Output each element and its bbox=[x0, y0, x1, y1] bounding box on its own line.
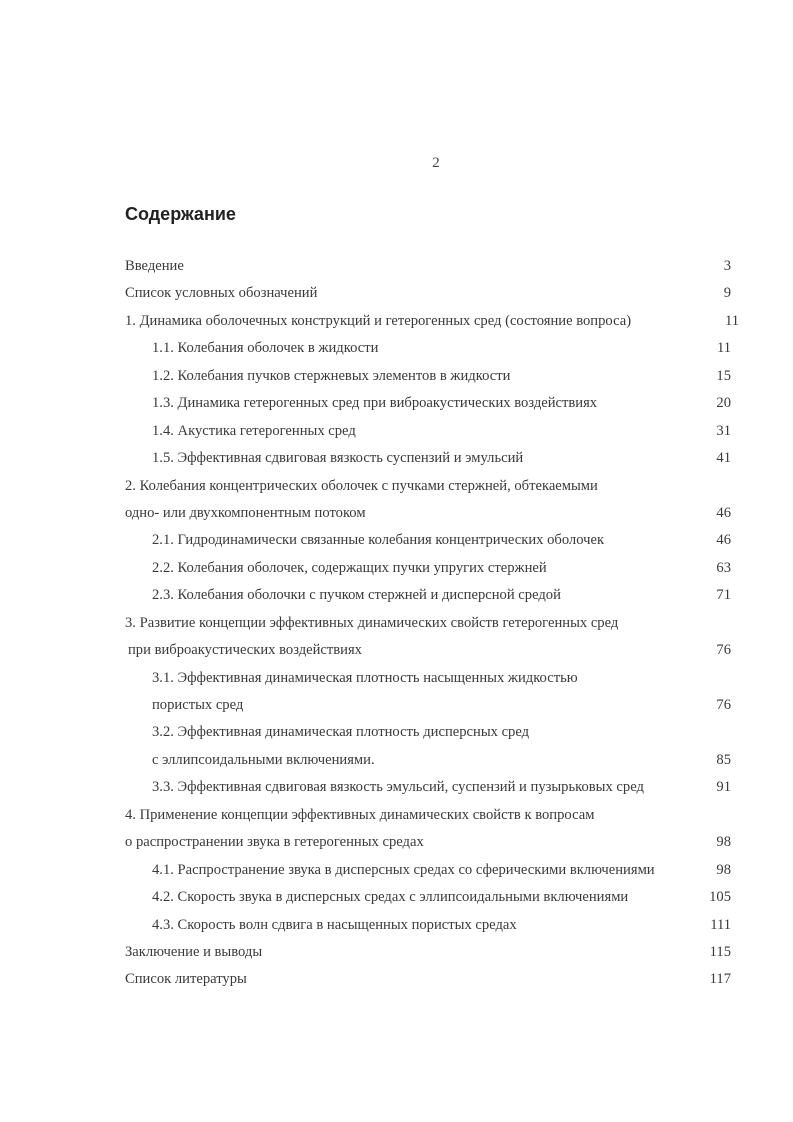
toc-entry bbox=[0, 420, 793, 447]
toc-entry-page: 117 bbox=[709, 971, 731, 988]
toc-entry-page: 105 bbox=[709, 889, 731, 906]
toc-entry-page: 91 bbox=[716, 779, 731, 796]
toc-entry-title: 3. Развитие концепции эффективных динамических свойств гетерогенных сред bbox=[125, 614, 619, 631]
toc-entry bbox=[0, 584, 793, 611]
toc-entry bbox=[0, 804, 793, 831]
page-number: 2 bbox=[432, 155, 440, 171]
toc-entry-page: 63 bbox=[716, 559, 731, 576]
toc-entry bbox=[0, 475, 793, 502]
toc-entry-page: 11 bbox=[724, 312, 739, 329]
toc-entry-page: 9 bbox=[723, 285, 731, 302]
toc-entry-title: 1.4. Акустика гетерогенных сред bbox=[152, 422, 356, 439]
toc-entry bbox=[0, 639, 793, 666]
toc-entry-page: 46 bbox=[716, 504, 731, 521]
toc-entry-title: 4. Применение концепции эффективных динамических свойств к вопросам bbox=[125, 806, 595, 823]
toc-entry-page: 98 bbox=[716, 861, 731, 878]
toc-entry-page: 111 bbox=[710, 916, 731, 933]
toc-entry-page: 115 bbox=[709, 943, 731, 960]
toc-entry-page: 41 bbox=[716, 450, 731, 467]
toc-entry bbox=[0, 255, 793, 282]
toc-entry-title: Список литературы bbox=[125, 971, 247, 988]
toc-entry bbox=[0, 914, 793, 941]
toc-entry-title: 1.2. Колебания пучков стержневых элементов в жидкости bbox=[152, 367, 511, 384]
toc-entry bbox=[0, 886, 793, 913]
toc-entry bbox=[0, 447, 793, 474]
toc-entry-title: при виброакустических воздействиях bbox=[128, 642, 362, 659]
toc-entry-page: 46 bbox=[716, 532, 731, 549]
toc-entry-page: 76 bbox=[716, 642, 731, 659]
toc-entry bbox=[0, 282, 793, 309]
toc-entry-title: о распространении звука в гетерогенных средах bbox=[125, 834, 424, 851]
toc-entry bbox=[0, 337, 793, 364]
toc-entry-page: 20 bbox=[716, 395, 731, 412]
page-title: Содержание bbox=[125, 204, 236, 224]
table-of-contents bbox=[0, 255, 793, 996]
toc-entry bbox=[0, 694, 793, 721]
toc-entry bbox=[0, 859, 793, 886]
toc-entry-title: 2.1. Гидродинамически связанные колебания концентрических оболочек bbox=[152, 532, 605, 549]
toc-entry-title: 2.2. Колебания оболочек, содержащих пучки упругих стержней bbox=[152, 559, 547, 576]
toc-entry-title: 4.3. Скорость волн сдвига в насыщенных пористых средах bbox=[152, 916, 517, 933]
toc-entry-title: 3.3. Эффективная сдвиговая вязкость эмульсий, суспензий и пузырьковых сред bbox=[152, 779, 644, 796]
toc-entry bbox=[0, 721, 793, 748]
toc-entry-page: 85 bbox=[716, 751, 731, 768]
toc-entry-title: пористых сред bbox=[152, 697, 244, 713]
toc-entry-title: 3.1. Эффективная динамическая плотность насыщенных жидкостью bbox=[152, 669, 578, 686]
toc-entry-page: 76 bbox=[716, 697, 731, 713]
toc-entry bbox=[0, 612, 793, 639]
toc-entry-title: 1.1. Колебания оболочек в жидкости bbox=[152, 340, 379, 357]
toc-entry-page: 3 bbox=[723, 258, 731, 274]
toc-entry bbox=[0, 502, 793, 529]
toc-entry-title: 4.1. Распространение звука в дисперсных средах со сферическими включениями bbox=[152, 861, 655, 878]
toc-entry-title: с эллипсоидальными включениями. bbox=[152, 751, 375, 768]
toc-entry-title: 1. Динамика оболочечных конструкций и гетерогенных сред (состояние вопроса) bbox=[125, 312, 632, 329]
toc-entry bbox=[0, 667, 793, 694]
toc-entry-title: Введение bbox=[125, 258, 184, 274]
toc-entry-title: 4.2. Скорость звука в дисперсных средах с эллипсоидальными включениями bbox=[152, 889, 629, 906]
toc-entry-title: 2.3. Колебания оболочки с пучком стержней и дисперсной средой bbox=[152, 587, 561, 604]
toc-entry bbox=[0, 831, 793, 858]
toc-entry-page: 11 bbox=[716, 340, 731, 357]
toc-entry bbox=[0, 776, 793, 803]
toc-entry-title: 2. Колебания концентрических оболочек с пучками стержней, обтекаемыми bbox=[125, 477, 598, 494]
toc-entry bbox=[0, 968, 793, 995]
toc-entry-title: 1.3. Динамика гетерогенных сред при виброакустических воздействиях bbox=[152, 395, 598, 412]
toc-entry-title: 1.5. Эффективная сдвиговая вязкость суспензий и эмульсий bbox=[152, 450, 524, 467]
toc-entry-page: 71 bbox=[716, 587, 731, 604]
toc-entry bbox=[0, 365, 793, 392]
toc-entry bbox=[0, 310, 793, 337]
toc-entry bbox=[0, 529, 793, 556]
toc-entry-page: 31 bbox=[716, 422, 731, 439]
toc-entry-title: одно- или двухкомпонентным потоком bbox=[125, 504, 366, 521]
toc-entry bbox=[0, 749, 793, 776]
toc-entry-title: 3.2. Эффективная динамическая плотность дисперсных сред bbox=[152, 724, 530, 741]
toc-entry bbox=[0, 941, 793, 968]
toc-entry bbox=[0, 557, 793, 584]
toc-entry-page: 98 bbox=[716, 834, 731, 851]
toc-entry bbox=[0, 392, 793, 419]
toc-entry-title: Заключение и выводы bbox=[125, 943, 263, 960]
toc-entry-page: 15 bbox=[716, 367, 731, 384]
toc-entry-title: Список условных обозначений bbox=[125, 285, 318, 302]
